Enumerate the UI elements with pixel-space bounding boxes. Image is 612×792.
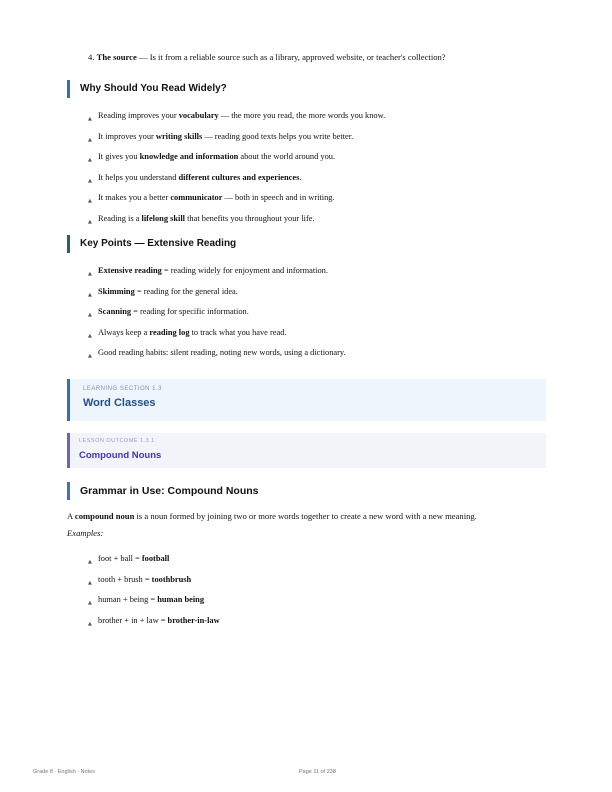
list-item-text: = reading widely for enjoyment and information. <box>161 266 328 275</box>
lesson-outcome-box <box>67 433 546 468</box>
triangle-bullet-icon: ▲ <box>88 559 92 565</box>
list-item-text: Reading is a <box>98 213 142 223</box>
list-item-text: = reading for specific information. <box>131 307 249 317</box>
list-item <box>88 574 220 595</box>
read-widely-list <box>88 110 385 234</box>
key-points-list <box>88 265 346 368</box>
triangle-bullet-icon: ▲ <box>88 271 92 277</box>
list-item-text: Always keep a <box>98 327 150 337</box>
list-item-text: brother + in + law = <box>98 615 168 625</box>
lesson-outcome-title: Compound Nouns <box>79 450 162 461</box>
list-item-term: football <box>141 554 170 563</box>
list-item-text: Reading improves your <box>98 111 179 120</box>
compound-noun-examples-list <box>88 553 220 635</box>
learning-section-box <box>67 379 546 421</box>
numbered-item-source <box>88 52 446 62</box>
list-item-term: Scanning <box>98 307 132 317</box>
footer-page-number: Page 11 of 238 <box>299 769 336 775</box>
triangle-bullet-icon: ▲ <box>88 353 92 360</box>
list-item-text: — reading good texts helps you write better. <box>202 131 354 141</box>
list-item-text: — both in speech and in writing. <box>222 193 335 203</box>
list-item-text: human + being = <box>98 595 158 605</box>
list-item-term: Skimming <box>98 286 135 296</box>
list-item-text: It makes you a better <box>98 193 171 203</box>
lesson-outcome-kicker: LESSON OUTCOME 1.3.1 <box>79 438 155 444</box>
list-item <box>88 306 346 327</box>
learning-section-title: Word Classes <box>83 397 156 409</box>
list-item-text: foot + ball = <box>98 554 142 563</box>
triangle-bullet-icon: ▲ <box>88 620 92 627</box>
list-item-text: — the more you read, the more words you know. <box>218 111 386 120</box>
learning-section-kicker: LEARNING SECTION 1.3 <box>83 386 163 392</box>
heading-key-points: Key Points — Extensive Reading <box>67 235 236 253</box>
list-item-text: tooth + brush = <box>98 574 152 584</box>
triangle-bullet-icon: ▲ <box>88 157 92 164</box>
list-item-text: about the world around you. <box>238 152 336 162</box>
item-text: — Is it from a reliable source such as a library, approved website, or teacher's collection? <box>136 52 446 62</box>
triangle-bullet-icon: ▲ <box>88 332 92 339</box>
triangle-bullet-icon: ▲ <box>88 218 92 225</box>
item-number: 4. <box>88 52 95 62</box>
list-item-term: knowledge and information <box>139 152 239 162</box>
list-item <box>88 131 385 152</box>
list-item <box>88 110 385 131</box>
examples-label: Examples: <box>67 528 104 538</box>
list-item-text: It helps you understand <box>98 172 179 182</box>
list-item <box>88 615 220 636</box>
triangle-bullet-icon: ▲ <box>88 116 92 122</box>
list-item <box>88 213 385 234</box>
list-item <box>88 172 385 193</box>
triangle-bullet-icon: ▲ <box>88 312 92 319</box>
triangle-bullet-icon: ▲ <box>88 579 92 586</box>
list-item-term: vocabulary <box>178 111 219 120</box>
list-item-text: It improves your <box>98 131 156 141</box>
list-item <box>88 347 346 368</box>
list-item-term: lifelong skill <box>141 213 186 223</box>
list-item <box>88 265 346 286</box>
list-item-text: = reading for the general idea. <box>134 286 238 296</box>
list-item-term: human being <box>157 595 205 605</box>
compound-noun-definition <box>67 511 477 521</box>
list-item-term: writing skills <box>155 131 203 141</box>
list-item <box>88 286 346 307</box>
list-item-text: Good reading habits: silent reading, noting new words, using a dictionary. <box>98 348 346 358</box>
triangle-bullet-icon: ▲ <box>88 291 92 298</box>
heading-read-widely: Why Should You Read Widely? <box>67 80 227 98</box>
triangle-bullet-icon: ▲ <box>88 198 92 205</box>
triangle-bullet-icon: ▲ <box>88 177 92 184</box>
list-item-term: toothbrush <box>151 574 192 584</box>
list-item-text: . <box>299 172 302 182</box>
list-item <box>88 327 346 348</box>
list-item-term: brother-in-law <box>167 615 220 625</box>
list-item-text: to track what you have read. <box>189 327 287 337</box>
list-item <box>88 192 385 213</box>
list-item-term: reading log <box>149 327 190 337</box>
list-item-term: communicator <box>170 193 223 203</box>
list-item-term: Extensive reading <box>98 266 162 275</box>
item-bold: The source <box>96 52 137 62</box>
definition-term: compound noun <box>74 511 135 521</box>
footer-left: Grade 8 · English · Notes <box>33 769 96 775</box>
list-item-text: that benefits you throughout your life. <box>185 213 315 223</box>
heading-grammar: Grammar in Use: Compound Nouns <box>67 482 259 500</box>
list-item-text: It gives you <box>98 152 140 162</box>
triangle-bullet-icon: ▲ <box>88 600 92 607</box>
definition-post: is a noun formed by joining two or more words together to create a new word with a new meaning. <box>134 511 477 521</box>
list-item <box>88 151 385 172</box>
list-item <box>88 594 220 615</box>
triangle-bullet-icon: ▲ <box>88 136 92 143</box>
definition-pre: A <box>67 511 75 521</box>
list-item-term: different cultures and experiences <box>178 172 300 182</box>
list-item <box>88 553 220 574</box>
